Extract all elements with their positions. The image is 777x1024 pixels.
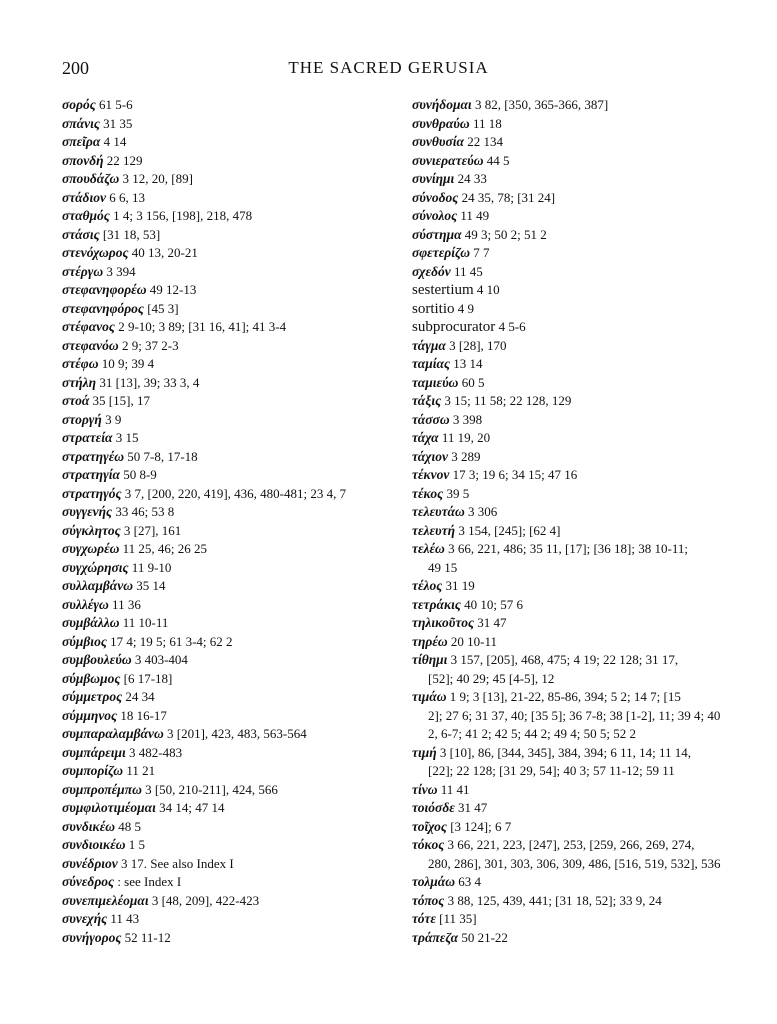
index-references: 60 5: [458, 374, 485, 390]
index-term: σύνολος: [412, 208, 458, 223]
index-entry: [62, 522, 392, 541]
index-entry: [412, 818, 730, 837]
index-entry: [412, 540, 730, 559]
index-references: 24 35, 78; [31 24]: [458, 189, 556, 205]
index-entry: [62, 392, 392, 411]
index-entry: [62, 448, 392, 467]
index-entry: [412, 96, 730, 115]
index-term: sestertium: [412, 282, 474, 298]
index-term: τετράκις: [412, 596, 461, 612]
index-references: [6 17-18]: [120, 670, 173, 686]
index-term: συμπάρειμι: [62, 744, 126, 760]
index-references: 3 12, 20, [89]: [119, 171, 193, 186]
index-references: 3 289: [448, 448, 481, 464]
index-references: 10 9; 39 4: [98, 356, 155, 371]
index-entry: [62, 559, 392, 578]
index-entry: [412, 226, 730, 245]
index-term: συμπορίζω: [62, 763, 124, 778]
index-entry: [62, 281, 392, 300]
index-term: τόπος: [412, 892, 445, 908]
index-entry: [62, 429, 392, 448]
index-references: 4 9: [454, 300, 475, 316]
index-term: συνέδριον: [62, 855, 118, 871]
index-references-continued: 2]; 27 6; 31 37, 40; [35 5]; 36 7-8; 38 [1-2], 11; 39 4; 40 2, 6-7; 41 2; 42 5; 44 2; 49 4; 50 5; 52 2: [428, 707, 721, 741]
index-entry: [62, 374, 392, 393]
index-entry: [412, 836, 730, 855]
index-term: ταμίας: [412, 356, 451, 371]
index-term: συνίημι: [412, 171, 455, 186]
index-references: 3 7, [200, 220, 419], 436, 480-481; 23 4, 7: [121, 485, 347, 501]
index-entry: [412, 281, 730, 300]
index-term: subprocurator: [412, 319, 496, 335]
index-entry: [62, 170, 392, 189]
index-references: 50 8-9: [119, 467, 157, 482]
index-entry: [62, 799, 392, 818]
index-entry: [62, 466, 392, 485]
index-references: 49 3; 50 2; 51 2: [461, 226, 547, 242]
index-term: τίθημι: [412, 652, 448, 667]
index-references: 61 5-6: [95, 97, 133, 112]
index-entry: [62, 485, 392, 504]
index-entry: [62, 688, 392, 707]
index-references: 3 [27], 161: [120, 522, 182, 538]
index-entry: [412, 614, 730, 633]
index-references: 3 [10], 86, [344, 345], 384, 394; 6 11, 14; 11 14,: [436, 744, 691, 760]
index-entry: [412, 522, 730, 541]
index-entry: [412, 411, 730, 430]
index-references: 3 [28], 170: [445, 337, 507, 353]
index-entry: [62, 115, 392, 134]
index-entry: [62, 337, 392, 356]
index-term: στεφανόω: [62, 337, 119, 353]
index-term: τέλος: [412, 578, 443, 593]
index-entry: [412, 466, 730, 485]
index-term: σορός: [62, 97, 96, 112]
index-entry: [62, 152, 392, 171]
index-entry: [412, 651, 730, 670]
index-references: 1 4; 3 156, [198], 218, 478: [109, 208, 253, 223]
index-entry: [412, 170, 730, 189]
index-entry: [62, 207, 392, 226]
index-references: 11 43: [107, 911, 140, 926]
index-entry: [412, 392, 730, 411]
index-term: συνήδομαι: [412, 97, 472, 112]
index-entry: [62, 411, 392, 430]
index-references: 3 [50, 210-211], 424, 566: [141, 781, 278, 797]
index-references: 2 9; 37 2-3: [118, 337, 179, 353]
index-term: τελευτάω: [412, 504, 465, 519]
index-entry: [62, 96, 392, 115]
index-entry: [62, 318, 392, 337]
index-entry: [412, 244, 730, 263]
index-entry: [62, 855, 392, 874]
index-term: συνεχής: [62, 911, 108, 926]
index-term: στάδιον: [62, 189, 106, 205]
index-term: συλλαμβάνω: [62, 578, 133, 593]
index-entry: [62, 133, 392, 152]
index-references: 44 5: [483, 152, 510, 168]
index-references: 11 49: [457, 208, 490, 223]
index-term: σπουδάζω: [62, 171, 120, 186]
index-term: στοργή: [62, 411, 102, 427]
index-entry: [62, 762, 392, 781]
running-title: THE SACRED GERUSIA: [288, 58, 489, 77]
index-term: συνθυσία: [412, 134, 464, 149]
index-references: 52 11-12: [121, 929, 171, 945]
index-term: στάσις: [62, 226, 100, 242]
index-entry: [62, 263, 392, 282]
index-entry: [412, 300, 730, 319]
index-references: [45 3]: [143, 300, 179, 316]
index-references: 22 134: [464, 134, 503, 149]
index-term: σύστημα: [412, 226, 462, 242]
index-references: [3 124]; 6 7: [446, 818, 512, 834]
index-term: συμπροπέμπω: [62, 781, 142, 797]
index-references: 4 14: [100, 134, 127, 149]
index-references: 3 [201], 423, 483, 563-564: [163, 726, 307, 741]
index-entry: [62, 929, 392, 948]
index-references: 24 34: [122, 689, 155, 704]
index-term: τάγμα: [412, 337, 446, 353]
index-term: τάξις: [412, 393, 442, 408]
index-term: τελευτή: [412, 522, 456, 538]
index-entry: [412, 503, 730, 522]
index-references: 11 21: [123, 763, 156, 778]
index-term: τολμάω: [412, 874, 456, 889]
index-references: 13 14: [450, 356, 483, 371]
index-term: σχεδόν: [412, 263, 451, 279]
index-references: 3 66, 221, 486; 35 11, [17]; [36 18]; 38 10-11;: [444, 541, 688, 556]
index-entry: [62, 614, 392, 633]
index-term: τελέω: [412, 541, 445, 556]
index-references: 11 41: [437, 781, 470, 797]
index-term: σύμβωμος: [62, 670, 121, 686]
index-term: τράπεζα: [412, 929, 459, 945]
index-references: 3 9: [101, 411, 122, 427]
index-references: 3 154, [245]; [62 4]: [455, 522, 561, 538]
index-term: στοά: [62, 393, 90, 408]
index-entry: [62, 596, 392, 615]
index-entry: [62, 873, 392, 892]
index-references: 31 35: [99, 115, 133, 131]
index-entry: [62, 910, 392, 929]
index-term: τέκνον: [412, 467, 450, 482]
index-term: συγγενής: [62, 504, 113, 519]
index-references-continued: 280, 286], 301, 303, 306, 309, 486, [516, 519, 532], 536: [428, 855, 721, 871]
index-term: τοῖχος: [412, 818, 447, 834]
index-references: 49 12-13: [146, 282, 197, 297]
index-entry: [62, 540, 392, 559]
index-term: σύμβιος: [62, 633, 107, 649]
index-references: 11 19, 20: [438, 430, 491, 445]
index-term: sortitio: [412, 300, 455, 317]
index-term: στήλη: [62, 374, 97, 390]
index-references-continued: [22]; 22 128; [31 29, 54]; 40 3; 57 11-12; 59 11: [428, 763, 675, 778]
index-entry: [62, 836, 392, 855]
index-term: στρατηγία: [62, 467, 120, 482]
index-entry: [412, 688, 730, 707]
index-term: συνιερατεύω: [412, 152, 484, 168]
index-references: 3 15: [112, 430, 139, 445]
index-references: 40 10; 57 6: [460, 596, 523, 612]
index-references: 3 [48, 209], 422-423: [148, 892, 260, 908]
index-term: τιμή: [412, 744, 437, 760]
index-entry: [62, 744, 392, 763]
index-term: στρατηγός: [62, 485, 122, 501]
index-term: σπεῖρα: [62, 134, 101, 149]
index-references: 11 10-11: [119, 615, 169, 630]
index-entry: [62, 300, 392, 319]
index-term: τηλικοῦτος: [412, 615, 474, 630]
index-references: 7 7: [470, 245, 490, 260]
index-entry: [412, 189, 730, 208]
index-entry: [62, 244, 392, 263]
index-entry: [412, 744, 730, 763]
index-term: σφετερίζω: [412, 245, 470, 260]
index-entry: [412, 577, 730, 596]
index-entry: [412, 910, 730, 929]
index-entry: [62, 577, 392, 596]
index-references: 3 88, 125, 439, 441; [31 18, 52]; 33 9, 24: [444, 892, 662, 908]
index-references: 11 45: [450, 263, 483, 279]
index-term: σπάνις: [62, 115, 100, 131]
index-term: τιμάω: [412, 689, 447, 704]
index-column-left: [62, 96, 392, 947]
index-entry: [412, 133, 730, 152]
index-references: 31 [13], 39; 33 3, 4: [96, 374, 200, 390]
index-entry: [412, 318, 730, 337]
index-references: 3 17. See also Index I: [117, 855, 234, 871]
index-term: στέργω: [62, 263, 104, 279]
index-entry: [62, 818, 392, 837]
index-term: σύμμετρος: [62, 689, 123, 704]
index-references: 20 10-11: [447, 633, 498, 649]
index-references: 11 25, 46; 26 25: [119, 541, 208, 556]
index-term: συμβουλεύω: [62, 652, 132, 667]
index-references: 3 66, 221, 223, [247], 253, [259, 266, 269, 274,: [444, 837, 695, 852]
index-references: 3 394: [103, 263, 136, 279]
index-term: τάσσω: [412, 411, 450, 427]
index-entry: [412, 429, 730, 448]
index-entry: [62, 503, 392, 522]
index-entry: [62, 226, 392, 245]
index-term: τάχιον: [412, 448, 449, 464]
index-references: 1 9; 3 [13], 21-22, 85-86, 394; 5 2; 14 7; [15: [446, 689, 681, 704]
index-references: 50 7-8, 17-18: [124, 448, 198, 464]
index-references: 40 13, 20-21: [128, 245, 198, 260]
index-entry: [62, 781, 392, 800]
index-term: στρατεία: [62, 430, 113, 445]
index-references: 33 46; 53 8: [112, 504, 175, 519]
index-term: τίνω: [412, 781, 438, 797]
index-term: στεφανηφορέω: [62, 282, 147, 297]
index-entry: [62, 892, 392, 911]
index-references: 22 129: [103, 152, 143, 168]
index-references: 3 482-483: [125, 744, 183, 760]
index-references: 6 6, 13: [105, 189, 145, 205]
index-references-continued: [52]; 40 29; 45 [4-5], 12: [428, 670, 555, 686]
index-entry: [412, 374, 730, 393]
index-entry: [412, 929, 730, 948]
index-references: : see Index I: [114, 874, 182, 889]
index-entry: [62, 670, 392, 689]
index-term: σύνοδος: [412, 189, 459, 205]
index-entry: [62, 355, 392, 374]
index-references: 11 18: [469, 115, 502, 131]
index-term: συγχώρησις: [62, 559, 129, 575]
index-term: συγχωρέω: [62, 541, 120, 556]
index-term: συμφιλοτιμέομαι: [62, 800, 156, 815]
index-entry: [62, 651, 392, 670]
index-references: 63 4: [455, 874, 482, 889]
index-term: συμπαραλαμβάνω: [62, 726, 164, 741]
index-references: 3 398: [449, 411, 483, 427]
index-term: συνδικέω: [62, 818, 115, 834]
index-entry: [62, 189, 392, 208]
index-term: τέκος: [412, 485, 444, 501]
index-entry: [412, 799, 730, 818]
index-references: 3 157, [205], 468, 475; 4 19; 22 128; 31 17,: [447, 652, 679, 667]
index-term: ταμιεύω: [412, 374, 459, 390]
index-references: 3 15; 11 58; 22 128, 129: [441, 393, 572, 408]
index-references: 34 14; 47 14: [155, 800, 225, 815]
index-term: στρατηγέω: [62, 448, 125, 464]
index-term: σπονδή: [62, 152, 104, 168]
index-term: τοιόσδε: [412, 800, 455, 815]
index-term: συλλέγω: [62, 596, 109, 612]
index-references: 17 4; 19 5; 61 3-4; 62 2: [106, 633, 233, 649]
index-entry: [412, 115, 730, 134]
index-term: στέφω: [62, 356, 99, 371]
index-term: σταθμός: [62, 208, 110, 223]
index-term: τότε: [412, 911, 436, 926]
index-references: 31 47: [454, 800, 488, 815]
index-entry: [412, 873, 730, 892]
index-term: σύνεδρος: [62, 874, 115, 889]
index-column-right: [412, 96, 730, 947]
index-references: 11 36: [108, 596, 141, 612]
index-term: στεφανηφόρος: [62, 300, 144, 316]
index-references: 17 3; 19 6; 34 15; 47 16: [449, 467, 578, 482]
index-entry: [412, 263, 730, 282]
index-term: στέφανος: [62, 319, 115, 334]
index-entry: [412, 485, 730, 504]
index-term: στενόχωρος: [62, 245, 129, 260]
index-references: 31 19: [442, 578, 475, 593]
index-entry: [412, 337, 730, 356]
index-entry: [412, 892, 730, 911]
index-term: τάχα: [412, 430, 439, 445]
index-term: σύμμηνος: [62, 707, 118, 723]
index-references-continued: 49 15: [428, 559, 458, 575]
index-entry: [412, 633, 730, 652]
index-entry: [412, 152, 730, 171]
index-entry: [412, 596, 730, 615]
index-term: τόκος: [412, 837, 445, 852]
index-references: 4 10: [473, 282, 500, 297]
index-entry: [62, 707, 392, 726]
index-entry: [412, 355, 730, 374]
index-references: 35 14: [133, 578, 166, 593]
index-term: συνεπιμελέομαι: [62, 892, 149, 908]
index-entry: [412, 781, 730, 800]
index-references: 39 5: [443, 485, 470, 501]
index-references: 3 82, [350, 365-366, 387]: [471, 97, 609, 112]
index-references: 3 403-404: [131, 652, 188, 667]
index-entry: [412, 448, 730, 467]
index-entry: [62, 633, 392, 652]
index-term: συνθραύω: [412, 115, 470, 131]
index-references: 4 5-6: [495, 319, 526, 334]
index-term: συνδιοικέω: [62, 837, 126, 852]
index-references: 24 33: [454, 171, 487, 186]
index-references: 48 5: [115, 818, 141, 834]
index-term: συνήγορος: [62, 929, 122, 945]
index-references: 50 21-22: [458, 929, 508, 945]
index-references: 18 16-17: [117, 707, 167, 723]
index-references: [11 35]: [435, 911, 477, 926]
index-references: 2 9-10; 3 89; [31 16, 41]; 41 3-4: [114, 319, 287, 334]
index-references: 31 47: [473, 615, 507, 630]
index-references: 11 9-10: [128, 559, 172, 575]
index-references: [31 18, 53]: [99, 226, 161, 242]
index-term: τηρέω: [412, 633, 448, 649]
index-references: 35 [15], 17: [89, 393, 150, 408]
index-term: σύγκλητος: [62, 522, 121, 538]
index-entry: [412, 207, 730, 226]
index-references: 1 5: [125, 837, 145, 852]
index-references: 3 306: [464, 504, 498, 519]
index-entry: [62, 725, 392, 744]
index-term: συμβάλλω: [62, 615, 120, 630]
page-number: 200: [62, 58, 89, 78]
